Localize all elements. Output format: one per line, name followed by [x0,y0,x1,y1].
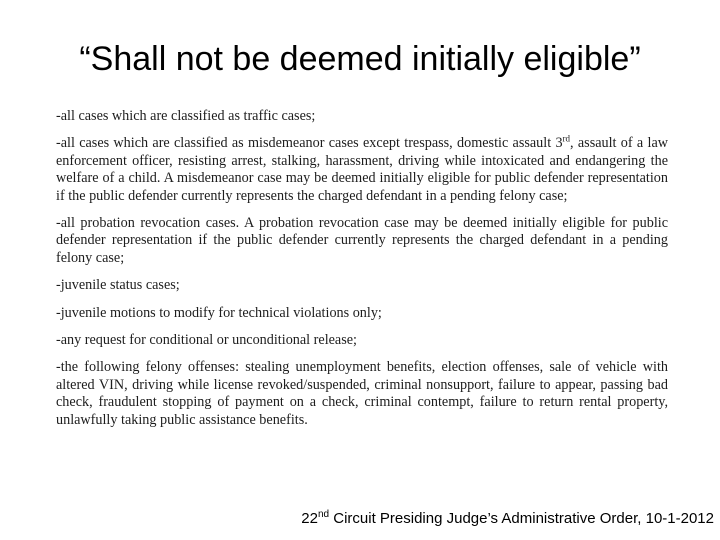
misdemeanor-text-start: -all cases which are classified as misdemeanor cases except trespass, domestic assault 3 [56,135,563,152]
list-item-juvenile-motions: -juvenile motions to modify for technical violations only; [56,304,382,321]
list-item-misdemeanor [56,135,668,205]
list-item-juvenile-status: -juvenile status cases; [56,277,180,294]
list-item-felony-offenses: -the following felony offenses: stealing unemployment benefits, election offenses, sale of vehicle with altered VIN, driving while license revoked/suspended, criminal nonsupport, failure to appear, passing bad check, fraudulent stopping of payment on a check, criminal contempt, failure to return rental property, unlawfully taking public assistance benefits. [56,359,668,428]
footer-circuit-number: 22 [301,510,318,527]
ordinal-suffix: rd [562,133,571,144]
scanned-order-excerpt [56,108,668,429]
footer-citation-text: Circuit Presiding Judge’s Administrative Order, 10-1-2012 [329,510,714,527]
footer-ordinal-suffix: nd [317,509,330,520]
misdemeanor-text-end: , assault of a law enforcement officer, resisting arrest, stalking, harassment, driving while intoxicated and endangering the welfare of a child. A misdemeanor case may be deemed initially eligible for public defender representation if the public defender currently represents the charged defendant in a pending felony case; [56,135,668,204]
slide-title: “Shall not be deemed initially eligible” [79,40,641,78]
list-item-release: -any request for conditional or unconditional release; [56,332,357,349]
list-item-traffic: -all cases which are classified as traffic cases; [56,108,316,124]
list-item-probation: -all probation revocation cases. A probation revocation case may be deemed initially eligible for public defender representation if the public defender currently represents the charged defendant in a pending felony case; [56,215,668,266]
footer-citation [301,510,714,527]
